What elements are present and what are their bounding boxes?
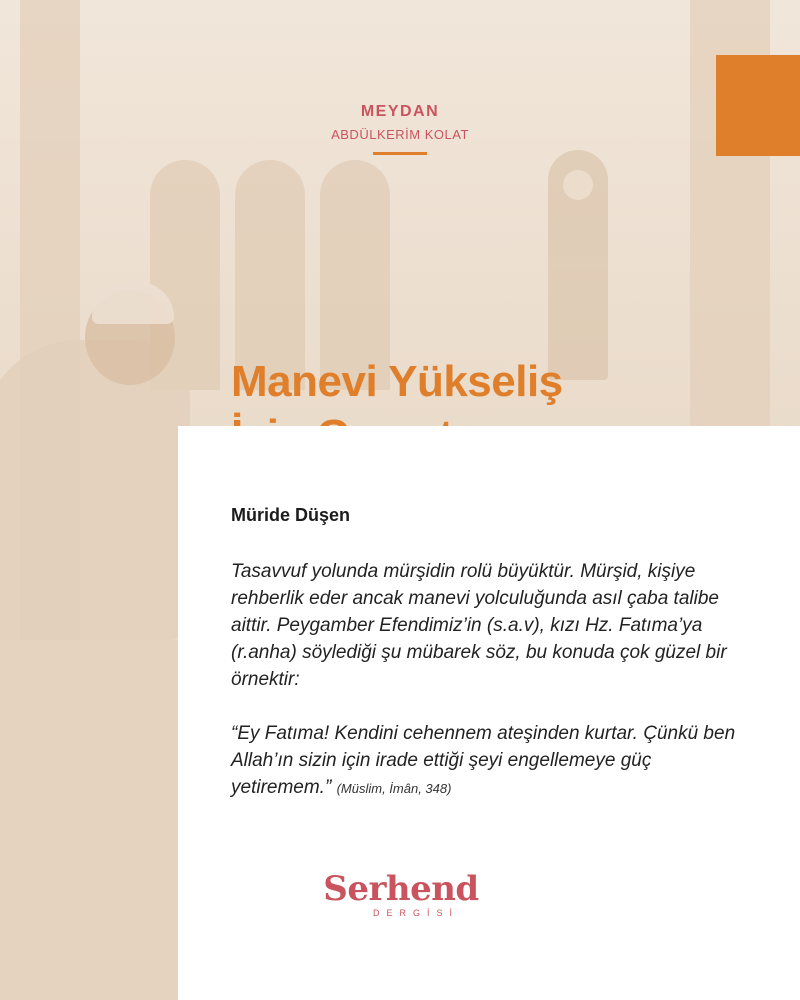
logo-subtitle: DERGİSİ	[372, 908, 459, 918]
title-line-1: Manevi Yükseliş	[231, 357, 563, 406]
article-header	[300, 103, 500, 155]
praying-person	[0, 340, 190, 640]
article-paragraph: Tasavvuf yolunda mürşidin rolü büyüktür. Mürşid, kişiye rehberlik eder ancak manevi yolculuğunda asıl çaba talibe aittir. Peygamber Efendimiz’in (s.a.v), kızı Hz. Fatıma’ya (r.anha) söylediği şu mübarek söz, bu konuda çok güzel bir örnektir:	[231, 561, 727, 690]
quote-text: “Ey Fatıma! Kendini cehennem ateşinden kurtar. Çünkü ben Allah’ın sizin için irade ettiği şeyi engellemeye güç yetiremem.”	[231, 723, 736, 798]
content-panel	[178, 426, 800, 1000]
quote-citation: (Müslim, İmân, 348)	[336, 781, 452, 796]
article-subheading: Müride Düşen	[231, 505, 351, 525]
logo-name: Serhend	[323, 869, 479, 909]
header-divider	[373, 152, 427, 155]
author-name: ABDÜLKERİM KOLAT	[331, 127, 469, 142]
accent-block	[716, 55, 800, 156]
magazine-logo	[321, 870, 481, 918]
article-quote	[231, 720, 751, 802]
section-label: MEYDAN	[360, 103, 440, 120]
background-clock	[548, 150, 608, 380]
